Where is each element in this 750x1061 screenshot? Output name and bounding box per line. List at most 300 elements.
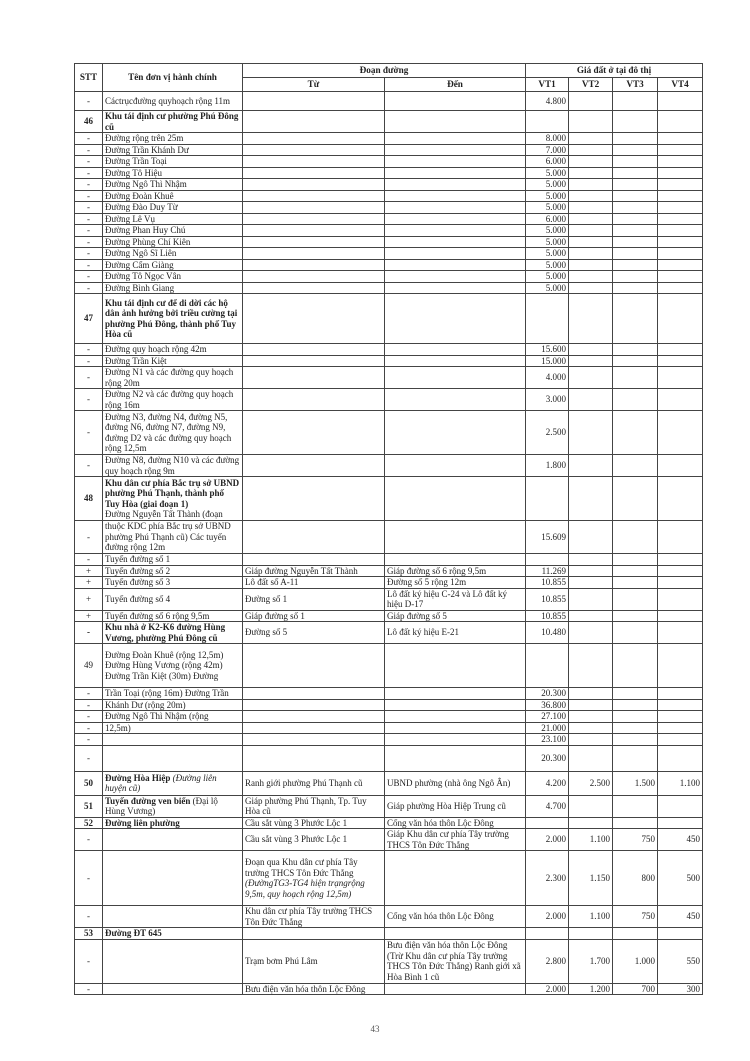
row-from-text: Cầu sắt vùng 3 Phước Lộc 1 — [245, 817, 348, 828]
row-stt: + — [75, 565, 103, 577]
row-vt4 — [658, 225, 703, 237]
table-row — [75, 771, 703, 795]
row-stt: - — [75, 156, 103, 168]
row-vt2 — [569, 521, 613, 554]
row-name-text: Đường Tô Ngọc Vân — [105, 271, 182, 281]
row-from — [243, 156, 385, 168]
row-vt2 — [569, 699, 613, 711]
row-name-text: Khánh Dư (rộng 20m) — [105, 699, 186, 710]
table-row — [75, 699, 703, 711]
table-row — [75, 411, 703, 455]
row-to — [385, 644, 526, 688]
row-name-text: Đường N3, đường N4, đường N5, đường N6, đường N7, đường N9, đường D2 và các đường quy hoạch rộng 12,5m — [105, 411, 232, 453]
table-row — [75, 355, 703, 367]
row-from — [243, 688, 385, 700]
row-stt: - — [75, 144, 103, 156]
row-vt4 — [658, 282, 703, 294]
row-to: Giáp phường Hòa Hiệp Trung cũ — [385, 795, 526, 817]
row-stt: - — [75, 745, 103, 771]
row-name-text: Tuyến đường số 6 rộng 9,5m — [105, 610, 210, 621]
row-vt4 — [658, 722, 703, 734]
row-vt1: 2.500 — [526, 411, 569, 455]
row-from-text: Giáp đường Nguyễn Tất Thành — [245, 565, 358, 576]
row-vt1: 36.800 — [526, 699, 569, 711]
table-row — [75, 565, 703, 577]
page-number: 43 — [370, 1024, 380, 1034]
row-vt3: 800 — [613, 851, 658, 906]
table-row — [75, 795, 703, 817]
row-vt3 — [613, 795, 658, 817]
row-vt1: 5.000 — [526, 271, 569, 283]
row-stt: - — [75, 190, 103, 202]
row-stt: 50 — [75, 771, 103, 795]
row-name-text: Đường quy hoạch rộng 42m — [105, 344, 207, 354]
row-vt1: 4.800 — [526, 92, 569, 111]
row-vt3 — [613, 282, 658, 294]
row-name — [103, 156, 243, 168]
row-vt4 — [658, 389, 703, 411]
table-row — [75, 928, 703, 940]
row-to — [385, 745, 526, 771]
row-vt4: 500 — [658, 851, 703, 906]
row-vt4 — [658, 688, 703, 700]
table-body — [75, 92, 703, 995]
row-vt4 — [658, 213, 703, 225]
row-from — [243, 734, 385, 746]
row-stt: 48 — [75, 477, 103, 521]
row-vt1: 10.855 — [526, 610, 569, 622]
row-name-text: Đường rộng trên 25m — [105, 133, 184, 143]
row-vt2: 1.100 — [569, 906, 613, 928]
row-vt2 — [569, 455, 613, 477]
row-vt4 — [658, 795, 703, 817]
row-to: Cống văn hóa thôn Lộc Đông — [385, 906, 526, 928]
row-name-text: Đường Phùng Chí Kiên — [105, 236, 191, 247]
row-stt: 51 — [75, 795, 103, 817]
row-vt2 — [569, 477, 613, 521]
row-name-text: Cáctrụcđường quyhoạch rộng 11m — [105, 95, 231, 106]
row-from — [243, 133, 385, 145]
row-stt: - — [75, 202, 103, 214]
row-to: Lô đất ký hiệu C-24 và Lô đất ký hiệu D-17 — [385, 588, 526, 610]
row-vt4: 550 — [658, 939, 703, 983]
row-vt1: 20.300 — [526, 688, 569, 700]
table-row — [75, 711, 703, 723]
row-to — [385, 225, 526, 237]
row-stt: - — [75, 225, 103, 237]
row-vt3 — [613, 294, 658, 344]
row-name-note: (Đường liên huyện cũ) — [105, 772, 217, 793]
table-row — [75, 477, 703, 521]
table-row — [75, 722, 703, 734]
row-from — [243, 711, 385, 723]
row-from — [243, 851, 385, 906]
row-stt: - — [75, 411, 103, 455]
row-name — [103, 939, 243, 983]
row-name-text: Đường Bình Giang — [105, 282, 175, 293]
row-name-text: Đường Phan Huy Chú — [105, 225, 186, 235]
row-name-text: Đường Hòa Hiệp — [105, 772, 171, 783]
row-from — [243, 610, 385, 622]
row-vt1 — [526, 294, 569, 344]
row-stt: - — [75, 829, 103, 851]
row-name-note: (Đại lộ Hùng Vương) — [105, 795, 218, 816]
table-row — [75, 521, 703, 554]
row-name — [103, 167, 243, 179]
row-name-text: Đường N8, đường N10 và các đường quy hoạch rộng 9m — [105, 455, 240, 476]
row-from — [243, 477, 385, 521]
row-vt1 — [526, 644, 569, 688]
price-table-page — [74, 63, 702, 995]
row-vt4 — [658, 344, 703, 356]
row-vt2 — [569, 622, 613, 644]
row-from — [243, 455, 385, 477]
row-to — [385, 167, 526, 179]
row-name — [103, 282, 243, 294]
row-vt3 — [613, 167, 658, 179]
row-vt2 — [569, 795, 613, 817]
row-vt4: 450 — [658, 829, 703, 851]
row-to: UBND phường (nhà ông Ngô Ân) — [385, 771, 526, 795]
row-stt: - — [75, 213, 103, 225]
row-vt1: 5.000 — [526, 167, 569, 179]
row-vt4 — [658, 817, 703, 829]
row-from — [243, 771, 385, 795]
row-vt4 — [658, 734, 703, 746]
row-to — [385, 92, 526, 111]
row-vt3 — [613, 202, 658, 214]
row-from — [243, 355, 385, 367]
row-from — [243, 236, 385, 248]
row-vt4 — [658, 577, 703, 589]
row-vt1: 4.700 — [526, 795, 569, 817]
table-row — [75, 202, 703, 214]
row-name-text: Đường Trần Toại — [105, 156, 167, 166]
row-vt2 — [569, 817, 613, 829]
row-to — [385, 699, 526, 711]
row-to — [385, 711, 526, 723]
row-vt4 — [658, 367, 703, 389]
row-vt3: 750 — [613, 829, 658, 851]
row-vt3 — [613, 610, 658, 622]
row-name — [103, 734, 243, 746]
row-name — [103, 722, 243, 734]
row-vt1: 2.000 — [526, 829, 569, 851]
row-vt1: 5.000 — [526, 236, 569, 248]
row-to — [385, 477, 526, 521]
table-row — [75, 577, 703, 589]
row-vt1: 20.300 — [526, 745, 569, 771]
row-to — [385, 389, 526, 411]
row-to: Bưu điện văn hóa thôn Lộc Đông (Trừ Khu dân cư phía Tây trường THCS Tôn Đức Thắng) Ranh giới xã Hòa Bình 1 cũ — [385, 939, 526, 983]
table-row — [75, 906, 703, 928]
row-to — [385, 213, 526, 225]
row-vt1: 10.855 — [526, 588, 569, 610]
row-vt1: 5.000 — [526, 225, 569, 237]
table-row — [75, 455, 703, 477]
row-name — [103, 906, 243, 928]
row-stt: - — [75, 355, 103, 367]
row-name-text: Đường Đoàn Khuê (rộng 12,5m) Đường Hùng Vương (rộng 42m) Đường Trần Kiệt (30m) Đường — [105, 649, 224, 681]
row-vt2 — [569, 144, 613, 156]
row-vt4 — [658, 644, 703, 688]
row-vt4 — [658, 179, 703, 191]
row-stt: + — [75, 588, 103, 610]
row-vt3 — [613, 344, 658, 356]
row-name — [103, 92, 243, 111]
row-stt: - — [75, 271, 103, 283]
row-name-text: Tuyến đường số 3 — [105, 577, 171, 587]
row-vt4: 300 — [658, 983, 703, 995]
row-to — [385, 411, 526, 455]
row-stt: - — [75, 236, 103, 248]
table-row — [75, 367, 703, 389]
row-name — [103, 411, 243, 455]
row-stt: - — [75, 92, 103, 111]
row-name — [103, 771, 243, 795]
row-vt2 — [569, 179, 613, 191]
row-vt3 — [613, 711, 658, 723]
table-row — [75, 644, 703, 688]
row-to — [385, 294, 526, 344]
row-from-note: (ĐườngTG3-TG4 hiện trạngrộng 9,5m, quy hoạch rộng 12,5m) — [245, 878, 365, 899]
row-to — [385, 554, 526, 566]
row-stt: + — [75, 610, 103, 622]
row-vt2 — [569, 133, 613, 145]
row-vt2 — [569, 156, 613, 168]
row-name-text: Khu tái định cư để di dời các hộ dân ảnh hưởng bởi triều cường tại phường Phú Đông, thành phố Tuy Hòa cũ — [105, 297, 238, 339]
row-vt3 — [613, 179, 658, 191]
table-row — [75, 745, 703, 771]
table-row — [75, 225, 703, 237]
row-to — [385, 133, 526, 145]
row-stt: - — [75, 248, 103, 260]
row-vt2 — [569, 610, 613, 622]
row-name — [103, 144, 243, 156]
row-from — [243, 144, 385, 156]
row-vt2 — [569, 688, 613, 700]
row-vt4 — [658, 588, 703, 610]
row-name — [103, 577, 243, 589]
row-to — [385, 722, 526, 734]
row-name-text: Đường Tô Hiệu — [105, 167, 162, 178]
row-vt3 — [613, 577, 658, 589]
row-vt2 — [569, 565, 613, 577]
row-from — [243, 344, 385, 356]
table-row — [75, 190, 703, 202]
row-vt3 — [613, 745, 658, 771]
row-from — [243, 411, 385, 455]
header-vt2: VT2 — [569, 78, 613, 92]
row-stt: 53 — [75, 928, 103, 940]
row-vt3 — [613, 622, 658, 644]
row-vt3 — [613, 565, 658, 577]
row-to — [385, 282, 526, 294]
row-name — [103, 817, 243, 829]
row-vt4 — [658, 248, 703, 260]
row-from — [243, 928, 385, 940]
row-stt: - — [75, 455, 103, 477]
table-row — [75, 588, 703, 610]
row-from — [243, 588, 385, 610]
row-from — [243, 179, 385, 191]
row-vt1: 5.000 — [526, 282, 569, 294]
row-name — [103, 477, 243, 521]
row-vt2: 1.200 — [569, 983, 613, 995]
header-price-group: Giá đất ở tại đô thị — [526, 64, 703, 78]
row-vt1: 3.000 — [526, 389, 569, 411]
row-vt1: 10.480 — [526, 622, 569, 644]
row-name — [103, 699, 243, 711]
row-vt2 — [569, 213, 613, 225]
row-from-text: Đường số 5 — [245, 627, 288, 638]
row-from — [243, 745, 385, 771]
table-row — [75, 179, 703, 191]
table-row — [75, 688, 703, 700]
row-vt1: 2.800 — [526, 939, 569, 983]
table-row — [75, 294, 703, 344]
row-vt4 — [658, 236, 703, 248]
table-header — [75, 64, 703, 92]
row-vt2 — [569, 722, 613, 734]
row-vt2 — [569, 367, 613, 389]
row-vt3 — [613, 111, 658, 133]
row-name-text: Đường Ngô Sĩ Liên — [105, 248, 177, 258]
row-vt1: 5.000 — [526, 202, 569, 214]
row-to — [385, 248, 526, 260]
row-vt2 — [569, 734, 613, 746]
row-vt3 — [613, 928, 658, 940]
table-row — [75, 610, 703, 622]
row-vt2 — [569, 92, 613, 111]
row-name — [103, 521, 243, 554]
row-name — [103, 202, 243, 214]
row-vt2 — [569, 577, 613, 589]
row-vt1: 2.300 — [526, 851, 569, 906]
row-vt3 — [613, 521, 658, 554]
table-row — [75, 167, 703, 179]
row-vt1: 2.000 — [526, 906, 569, 928]
row-vt1: 5.000 — [526, 190, 569, 202]
row-vt4 — [658, 259, 703, 271]
row-name-text: Đường Trần Khánh Dư — [105, 144, 189, 155]
row-name-text: Đường Đoàn Khuê — [105, 190, 174, 201]
row-from — [243, 282, 385, 294]
header-vt1: VT1 — [526, 78, 569, 92]
row-name-text: 12,5m) — [105, 722, 131, 733]
row-vt4 — [658, 144, 703, 156]
row-vt4 — [658, 355, 703, 367]
row-vt2 — [569, 167, 613, 179]
row-vt1: 15.600 — [526, 344, 569, 356]
table-row — [75, 734, 703, 746]
row-vt4 — [658, 167, 703, 179]
row-stt: - — [75, 983, 103, 995]
row-to: Cống văn hóa thôn Lộc Đông — [385, 817, 526, 829]
table-row — [75, 236, 703, 248]
row-vt4: 1.100 — [658, 771, 703, 795]
header-segment: Đoạn đường — [243, 64, 526, 78]
row-to — [385, 236, 526, 248]
row-vt3 — [613, 236, 658, 248]
row-vt1 — [526, 477, 569, 521]
row-to — [385, 734, 526, 746]
row-vt1: 5.000 — [526, 259, 569, 271]
row-from-text: Ranh giới phường Phú Thạnh cũ — [245, 777, 363, 788]
row-vt3: 700 — [613, 983, 658, 995]
table-row — [75, 389, 703, 411]
row-vt2 — [569, 111, 613, 133]
table-row — [75, 133, 703, 145]
row-to — [385, 202, 526, 214]
row-vt3: 1.000 — [613, 939, 658, 983]
row-vt4 — [658, 477, 703, 521]
row-vt3 — [613, 213, 658, 225]
header-stt: STT — [75, 64, 103, 92]
row-vt2 — [569, 202, 613, 214]
row-vt3 — [613, 699, 658, 711]
header-from: Từ — [243, 78, 385, 92]
row-to: Giáp Khu dân cư phía Tây trường THCS Tôn Đức Thắng — [385, 829, 526, 851]
row-vt3 — [613, 722, 658, 734]
row-to — [385, 156, 526, 168]
row-vt1 — [526, 817, 569, 829]
row-vt4 — [658, 928, 703, 940]
row-vt2 — [569, 745, 613, 771]
row-name — [103, 928, 243, 940]
row-name-text: Khu dân cư phía Bắc trụ sở UBND phường Phú Thạnh, thành phố Tuy Hòa (giai đoạn 1) — [105, 477, 240, 509]
row-vt1: 27.100 — [526, 711, 569, 723]
row-vt1: 8.000 — [526, 133, 569, 145]
row-vt4 — [658, 554, 703, 566]
row-name — [103, 983, 243, 995]
row-from — [243, 644, 385, 688]
row-vt2 — [569, 225, 613, 237]
header-vt4: VT4 — [658, 78, 703, 92]
table-row — [75, 983, 703, 995]
row-to: Lô đất ký hiệu E-21 — [385, 622, 526, 644]
row-from — [243, 248, 385, 260]
row-name — [103, 622, 243, 644]
row-name — [103, 111, 243, 133]
row-name-text: Khu tái định cư phường Phú Đông cũ — [105, 111, 239, 132]
row-vt3 — [613, 248, 658, 260]
row-name-text: Đường Cẩm Giàng — [105, 259, 174, 270]
row-name-text: Đường Ngô Thì Nhậm — [105, 179, 187, 189]
row-from-text: Trạm bơm Phú Lâm — [245, 955, 318, 966]
row-from — [243, 294, 385, 344]
row-vt4 — [658, 271, 703, 283]
row-name — [103, 455, 243, 477]
row-from — [243, 795, 385, 817]
row-stt: - — [75, 133, 103, 145]
table-row — [75, 259, 703, 271]
table-row — [75, 282, 703, 294]
row-vt1: 5.000 — [526, 179, 569, 191]
row-to — [385, 355, 526, 367]
row-stt: - — [75, 851, 103, 906]
header-vt3: VT3 — [613, 78, 658, 92]
row-name — [103, 554, 243, 566]
row-stt: - — [75, 282, 103, 294]
row-stt: - — [75, 554, 103, 566]
row-name — [103, 588, 243, 610]
row-name — [103, 133, 243, 145]
row-vt4 — [658, 622, 703, 644]
row-from-text: Giáp phường Phú Thạnh, Tp. Tuy Hòa cũ — [245, 795, 367, 816]
row-from — [243, 389, 385, 411]
row-stt: - — [75, 699, 103, 711]
